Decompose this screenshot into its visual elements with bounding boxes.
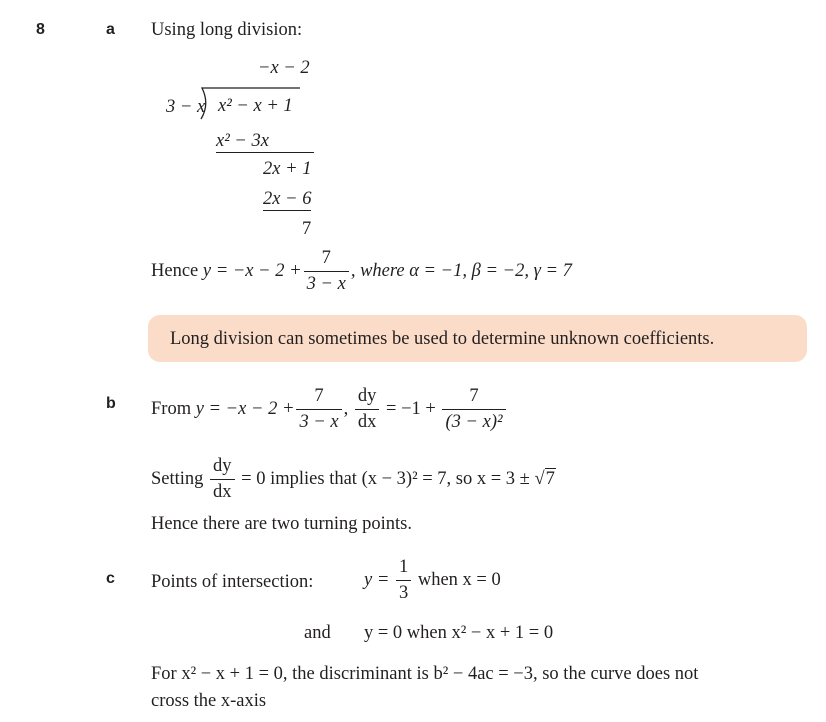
setting-text: Setting bbox=[151, 469, 204, 490]
intersection-fraction bbox=[396, 557, 411, 605]
division-remainder: 7 bbox=[302, 219, 312, 239]
from-fraction-numerator: 7 bbox=[296, 386, 341, 410]
division-step1: x² − 3x bbox=[216, 132, 314, 153]
discriminant-line-2: cross the x-axis bbox=[151, 691, 267, 711]
division-divisor: 3 − x bbox=[166, 97, 206, 117]
division-dividend: x² − x + 1 bbox=[218, 96, 293, 116]
derivative-numerator: dy bbox=[355, 386, 380, 410]
part-b-derivative: From y = −x − 2 + $\frac{7}{3 - x}$ , $\frac{dy}{dx}$ = −1 + $\frac{7}{\text{(3 − x)²}}$ bbox=[151, 386, 508, 434]
division-step2: 2x + 1 bbox=[263, 159, 312, 179]
division-quotient: −x − 2 bbox=[258, 58, 310, 78]
derivative-rhs-numerator: 7 bbox=[442, 386, 505, 410]
result-fraction bbox=[304, 248, 349, 296]
derivative-denominator: dx bbox=[357, 412, 377, 433]
derivative-rhs: = −1 + bbox=[386, 399, 436, 420]
discriminant-line-1: For x² − x + 1 = 0, the discriminant is b² − 4ac = −3, so the curve does not bbox=[151, 664, 699, 684]
coefficients-text: , where α = −1, β = −2, γ = 7 bbox=[350, 261, 572, 282]
intersection-x-axis: y = 0 when x² − x + 1 = 0 bbox=[364, 623, 554, 643]
sqrt-symbol: √7 bbox=[534, 469, 555, 490]
result-fraction-numerator: 7 bbox=[304, 248, 349, 272]
from-expression: y = −x − 2 + bbox=[195, 399, 295, 420]
derivative-rhs-fraction bbox=[442, 386, 505, 434]
setting-derivative-numerator: dy bbox=[210, 456, 235, 480]
part-a-label: a bbox=[106, 21, 115, 38]
setting-rest: = 0 implies that (x − 3)² = 7, so x = 3 ± bbox=[241, 469, 530, 490]
hence-prefix: Hence bbox=[151, 261, 199, 282]
part-a-result bbox=[151, 248, 572, 296]
result-expression: y = −x − 2 + bbox=[202, 261, 302, 282]
part-a-intro: Using long division: bbox=[151, 20, 303, 40]
division-step3: 2x − 6 bbox=[263, 189, 312, 209]
intersection-y-axis bbox=[364, 557, 501, 605]
intersection-fraction-numerator: 1 bbox=[396, 557, 411, 581]
when-x-text: when x = 0 bbox=[417, 570, 501, 591]
intersection-fraction-denominator: 3 bbox=[398, 583, 409, 604]
part-b-setting bbox=[151, 456, 556, 504]
derivative-fraction bbox=[355, 386, 380, 434]
and-text: and bbox=[304, 623, 331, 643]
y-expression: y = bbox=[364, 570, 390, 591]
setting-derivative bbox=[210, 456, 235, 504]
sqrt-value: 7 bbox=[545, 469, 555, 490]
from-text: From bbox=[151, 399, 192, 420]
question-number: 8 bbox=[36, 21, 45, 38]
from-fraction bbox=[296, 386, 341, 434]
setting-derivative-denominator: dx bbox=[213, 482, 232, 503]
part-b-conclusion: Hence there are two turning points. bbox=[151, 514, 412, 534]
tip-callout bbox=[148, 315, 807, 362]
result-fraction-denominator: 3 − x bbox=[306, 274, 346, 295]
intersection-heading: Points of intersection: bbox=[151, 572, 314, 592]
part-b-label: b bbox=[106, 395, 116, 412]
tip-callout-text: Long division can sometimes be used to determine unknown coefficients. bbox=[170, 329, 715, 349]
from-fraction-denominator: 3 − x bbox=[299, 412, 339, 433]
derivative-rhs-denominator: (3 − x)² bbox=[445, 412, 503, 433]
part-c-label: c bbox=[106, 570, 115, 587]
